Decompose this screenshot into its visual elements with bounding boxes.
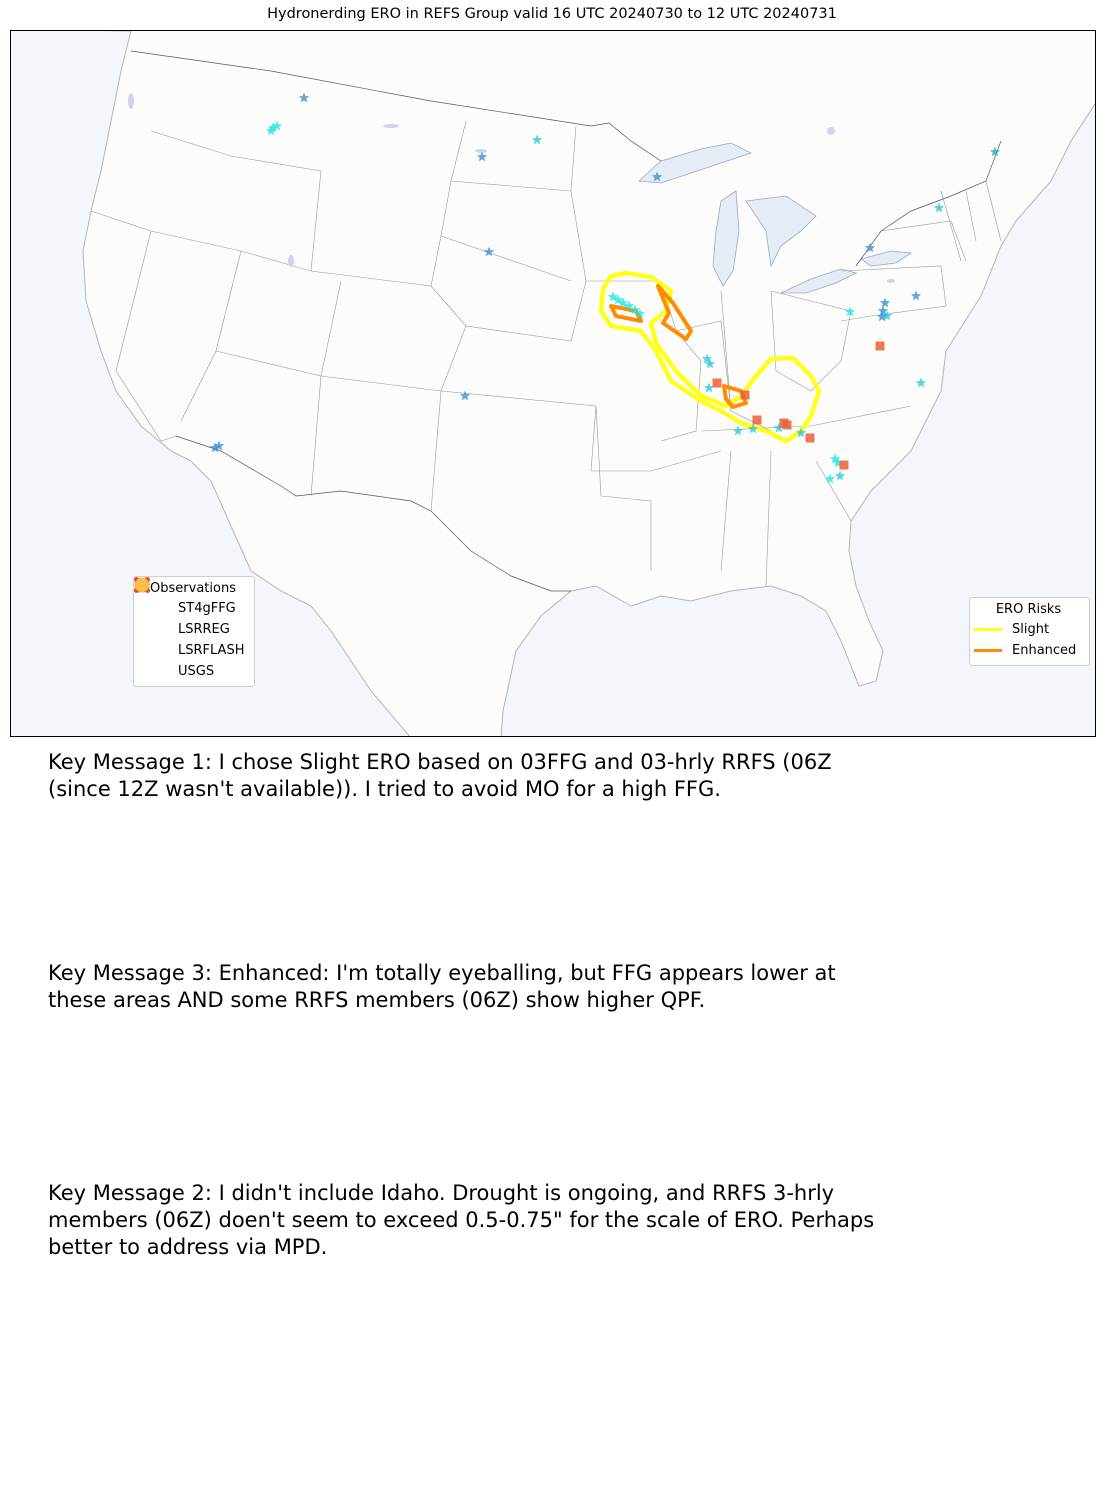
legend-item-enhanced: Enhanced xyxy=(974,640,1083,661)
map-panel[interactable] xyxy=(10,30,1096,737)
key-message-3: Key Message 3: Enhanced: I'm totally eyeballing, but FFG appears lower at these areas AND some RRFS members (06Z) show higher QPF. xyxy=(48,961,836,1012)
legend-item-st4gffg: ST4gFFG xyxy=(140,598,246,619)
lsrflash-square-marker xyxy=(783,421,792,430)
legend-item-lsrreg: LSRREG xyxy=(140,619,246,640)
key-message-1: Key Message 1: I chose Slight ERO based on 03FFG and 03-hrly RRFS (06Z (since 12Z wasn't available)). I tried to avoid MO for a high FFG. xyxy=(48,750,832,801)
key-message-2: Key Message 2: I didn't include Idaho. Drought is ongoing, and RRFS 3-hrly members (06Z) doen't seem to exceed 0.5-0.75" for the scale of ERO. Perhaps better to address via MPD. xyxy=(48,1181,875,1259)
slight-line-icon xyxy=(974,628,1002,631)
enhanced-line-icon xyxy=(974,649,1002,652)
observations-legend xyxy=(133,576,255,687)
lsrflash-square-marker xyxy=(806,434,815,443)
legend-item-lsrflash: LSRFLASH xyxy=(140,640,246,661)
legend-item-usgs: USGS xyxy=(140,661,246,682)
lsrflash-square-marker xyxy=(741,391,750,400)
lsrflash-square-marker xyxy=(876,342,885,351)
ero-risks-legend xyxy=(969,597,1090,666)
lsrflash-square-marker xyxy=(840,461,849,470)
ero-legend-title: ERO Risks xyxy=(995,602,1062,617)
map-title: Hydronerding ERO in REFS Group valid 16 UTC 20240730 to 12 UTC 20240731 xyxy=(267,6,837,22)
circle-icon xyxy=(134,577,150,593)
lsrflash-square-marker xyxy=(713,379,722,388)
lsrflash-square-marker xyxy=(753,416,762,425)
observations-legend-title: Observations xyxy=(150,581,236,596)
legend-item-slight: Slight xyxy=(974,619,1083,640)
